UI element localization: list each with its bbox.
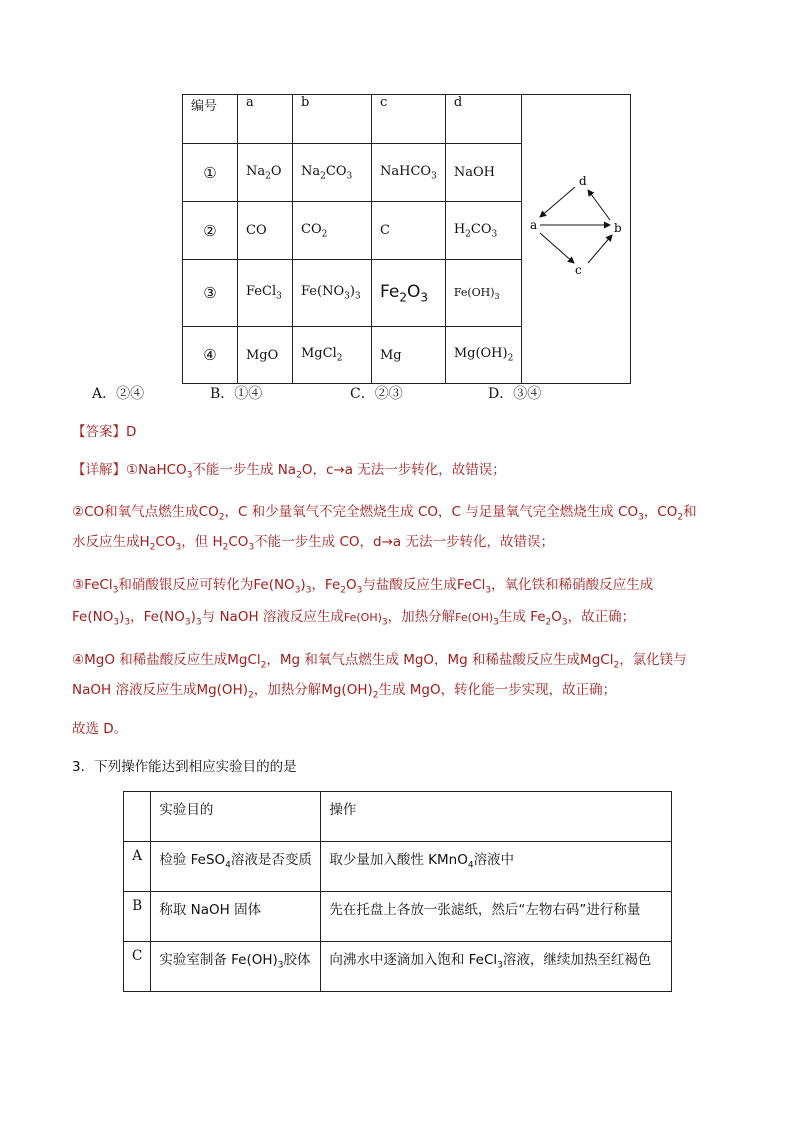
detail-p3-line-2: $Fe(NO_3)_3$，$Fe(NO_3)_3$与 NaOH 溶液反应生成$Fe(OH)_3$，加热分解$Fe(OH)_3$生成 $Fe_2O_3$，故正确； [72,609,636,628]
table-row [124,942,672,992]
operation-cell: 向沸水中逐滴加入饱和 FeCl$_3$溶液，继续加热至红褐色 [321,942,672,992]
answer-tag: 【答案】 [72,424,126,440]
header-b: b [293,95,372,144]
header-c: c [372,95,446,144]
arrow-b-to-d [588,190,610,220]
header-a: a [238,95,293,144]
conversion-diagram-cell [522,95,631,384]
cell-d: $Mg(OH)_2$ [445,327,522,384]
operation-cell: 取少量加入酸性 KMnO$_4$溶液中 [321,842,672,892]
detail-line-1: 【详解】①NaHCO$_3$不能一步生成 $Na_2O$，c→a 无法一步转化，故错误； [72,462,506,481]
row-label: B [124,892,151,942]
option-b[interactable]: B．①④ [210,386,263,402]
cell-a: MgO [238,327,293,384]
cell-d: $Fe(OH)_3$ [445,260,522,327]
header-id: 编号 [183,95,238,144]
cell-c: NaHCO$_3$ [372,143,446,202]
cell-c: $Fe_2O_3$ [372,260,446,327]
header-d: d [445,95,522,144]
node-c: c [575,263,583,277]
row-number: ③ [183,260,238,327]
arrow-d-to-a [540,187,575,217]
cell-a: CO [238,202,293,260]
purpose-cell: 称取 NaOH 固体 [151,892,321,942]
arrow-c-to-a [540,233,574,263]
detail-p4-line-2: NaOH 溶液反应生成$Mg(OH)_2$，加热分解$Mg(OH)_2$生成 MgO，转化能一步实现，故正确； [72,682,617,701]
purpose-cell: 检验 FeSO$_4$溶液是否变质 [151,842,321,892]
header-purpose: 实验目的 [151,792,321,842]
option-d[interactable]: D．③④ [488,386,542,402]
cell-d: NaOH [445,143,522,202]
conversion-diagram [522,95,630,379]
detail-tag: 【详解】 [72,462,126,478]
cell-b: MgCl$_2$ [293,327,372,384]
experiment-table [123,791,672,992]
row-number: ④ [183,327,238,384]
detail-p2-line-1: ②CO和氧气点燃生成$CO_2$，C 和少量氧气不完全燃烧生成 CO，C 与足量氧气完全燃烧生成 $CO_3$，$CO_2$和 [72,504,697,523]
detail-p3-line-1: ③FeCl$_3$和硝酸银反应可转化为$Fe(NO_3)_3$，$Fe_2O_3$与盐酸反应生成FeCl$_3$，氧化铁和稀硝酸反应生成 [72,577,654,596]
cell-b: $Fe(NO_3)_3$ [293,260,372,327]
cell-a: FeCl$_3$ [238,260,293,327]
option-a[interactable]: A．②④ [92,386,145,402]
cell-b: $CO_2$ [293,202,372,260]
cell-c: Mg [372,327,446,384]
node-d: d [579,174,588,188]
row-number: ① [183,143,238,202]
answer-line [72,420,136,440]
node-a: a [530,218,538,232]
conclusion: 故选 D。 [72,721,128,737]
row-number: ② [183,202,238,260]
cell-c: C [372,202,446,260]
answer-value: D [126,424,137,440]
arrow-c-to-b [588,235,612,263]
header-operation: 操作 [321,792,672,842]
row-label: C [124,942,151,992]
node-b: b [614,221,623,235]
cell-a: $Na_2O$ [238,143,293,202]
table-row [124,842,672,892]
conversion-table [182,94,631,384]
cell-d: $H_2CO_3$ [445,202,522,260]
table-row [124,892,672,942]
detail-p4-line-1: ④MgO 和稀盐酸反应生成MgCl$_2$，Mg 和氧气点燃生成 MgO，Mg 和稀盐酸反应生成MgCl$_2$，氯化镁与 [72,652,687,671]
table-header-row [124,792,672,842]
purpose-cell: 实验室制备 $Fe(OH)_3$胶体 [151,942,321,992]
question-3-title: 3．下列操作能达到相应实验目的的是 [72,759,297,775]
cell-b: $Na_2CO_3$ [293,143,372,202]
header-label [124,792,151,842]
operation-cell: 先在托盘上各放一张滤纸，然后“左物右码”进行称量 [321,892,672,942]
row-label: A [124,842,151,892]
option-c[interactable]: C．②③ [350,386,403,402]
detail-p2-line-2: 水反应生成$H_2CO_3$，但 $H_2CO_3$不能一步生成 CO，d→a 无法一步转化，故错误； [72,534,554,553]
